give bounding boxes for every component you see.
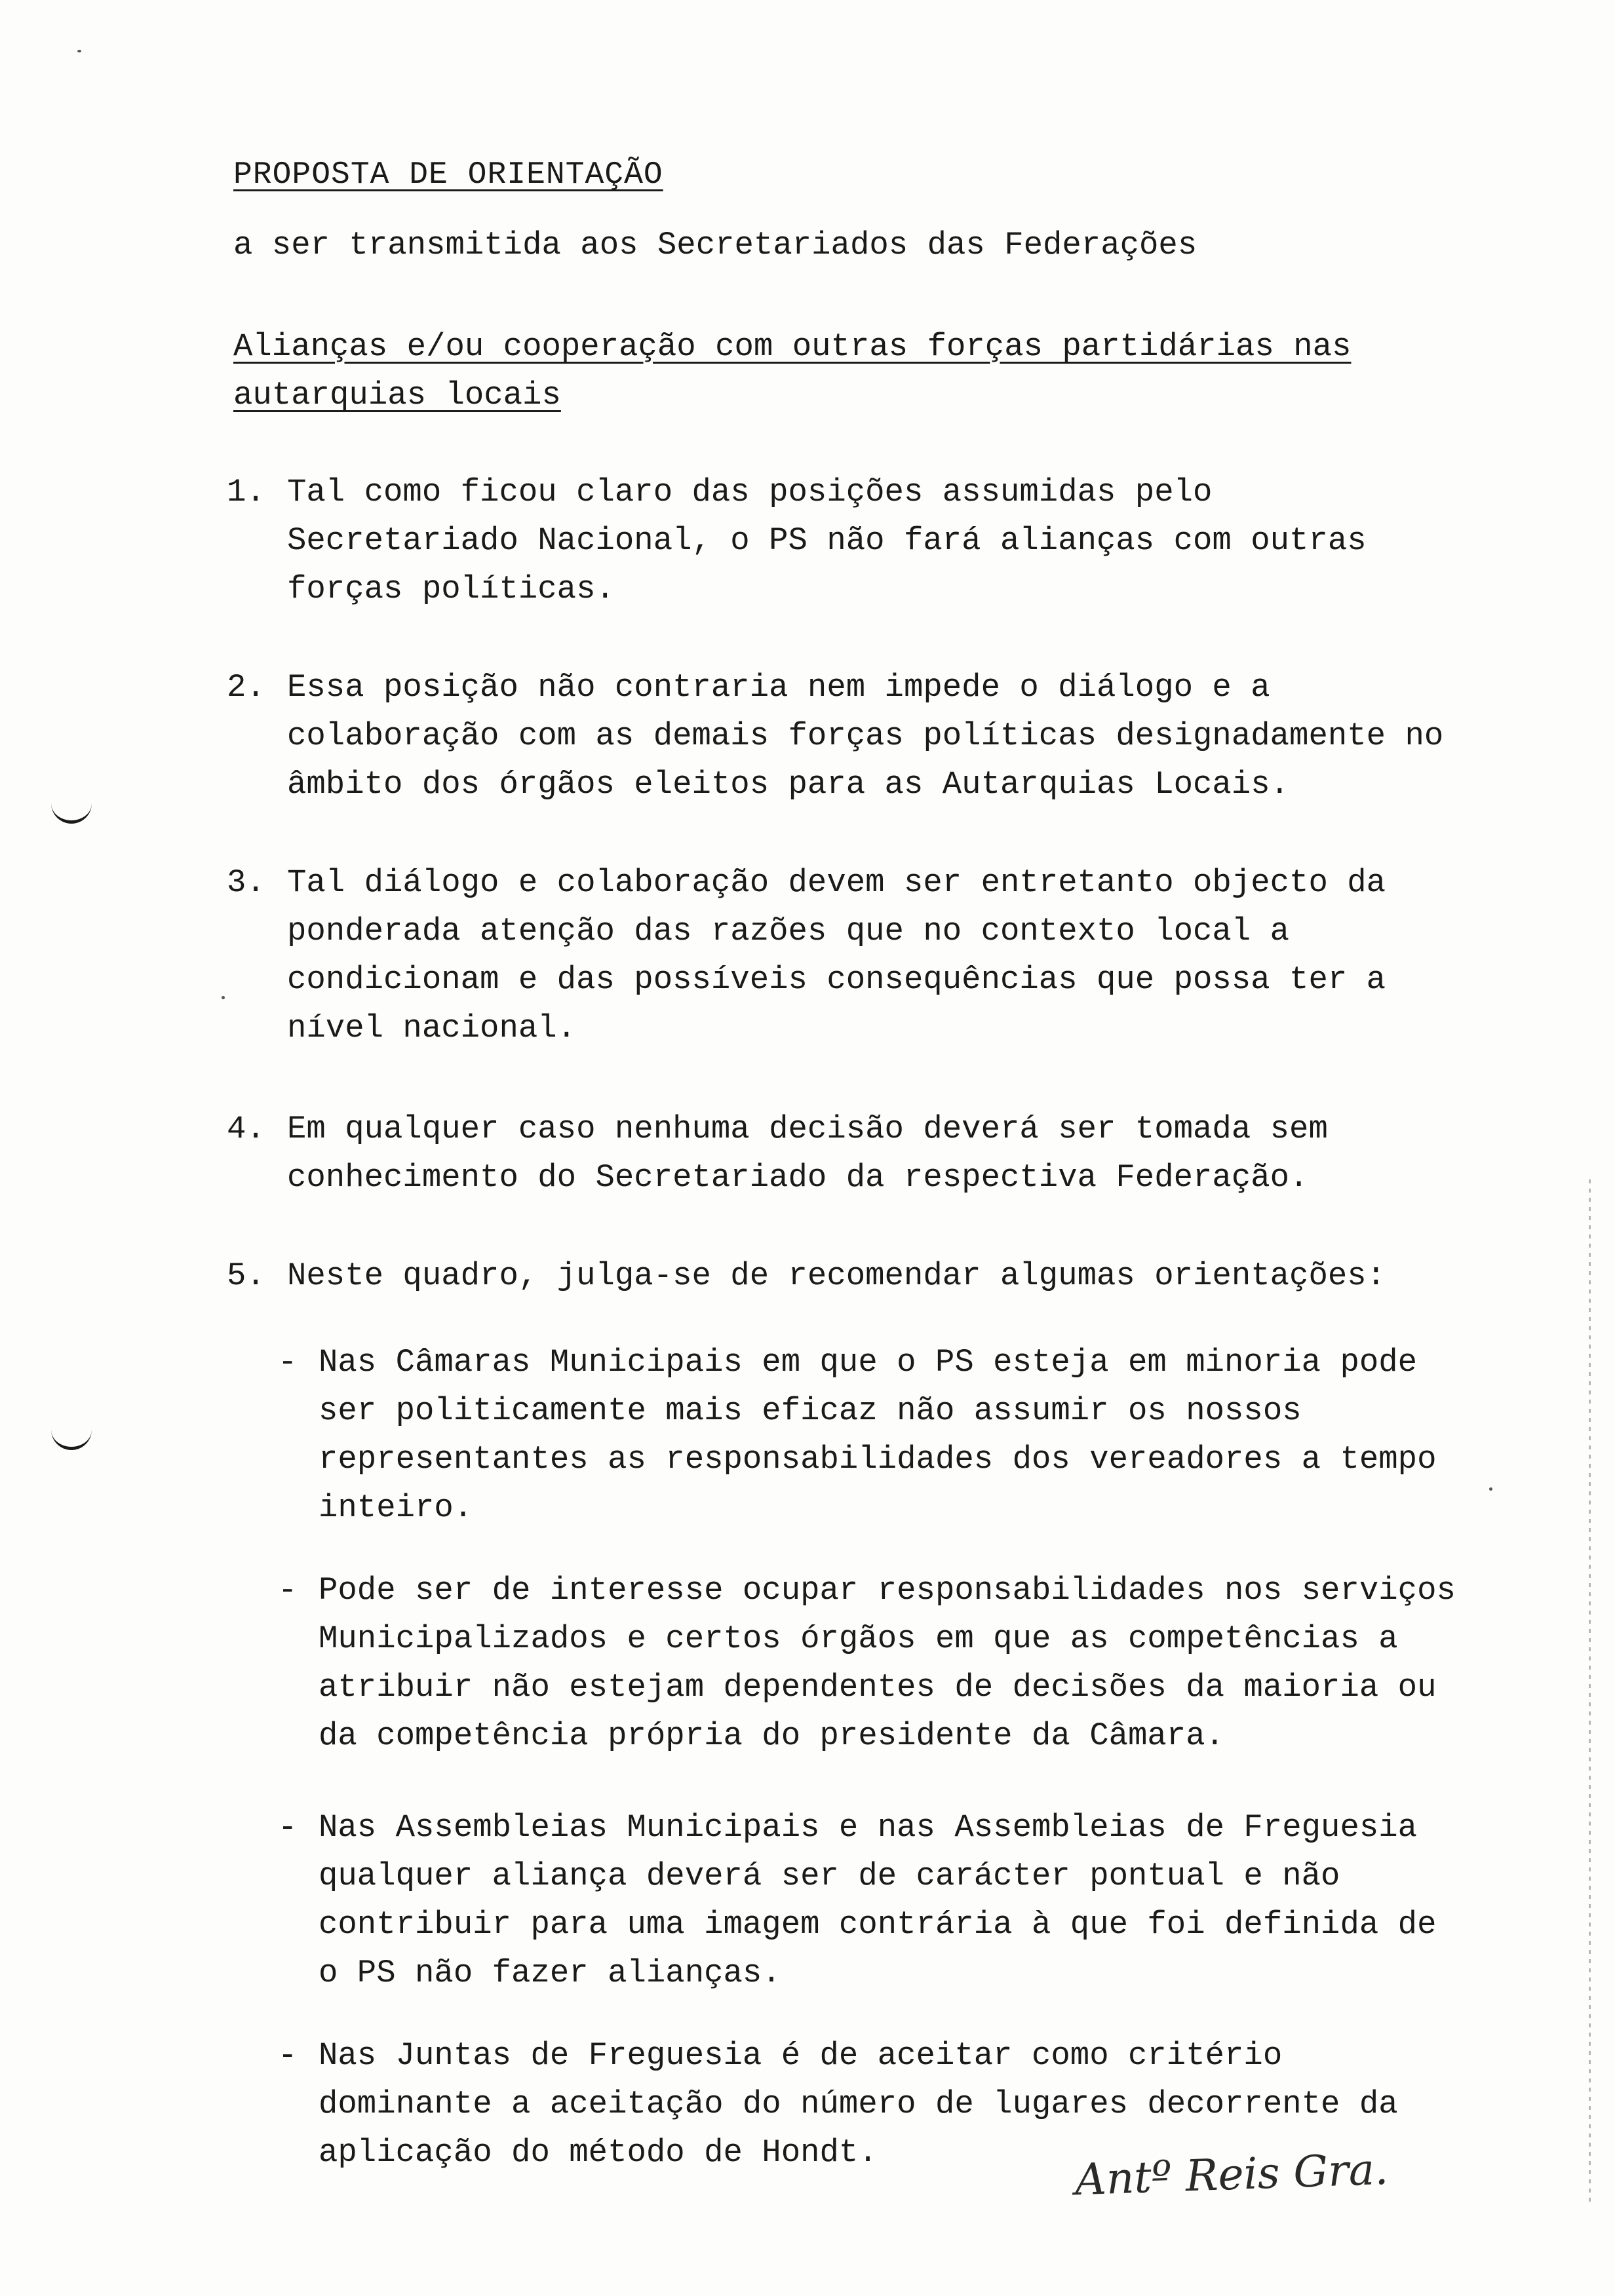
list-item (227, 858, 1459, 1052)
dash-bullet: - (278, 1809, 298, 1846)
recommendation-text: Nas Assembleias Municipais e nas Assembleias de Freguesia qualquer aliança deverá ser de carácter pontual e não contribuir para uma imagem contrária à que foi definida de o PS não fazer alianças. (319, 1809, 1437, 1991)
item-number: 3. (227, 864, 265, 901)
recommendation-item (278, 1803, 1471, 1997)
recommendation-text: Pode ser de interesse ocupar responsabilidades nos serviços Municipalizados e certos órgãos em que as competências a atribuir não estejam dependentes de decisões da maioria ou da competência própria do presidente da Câmara. (319, 1572, 1456, 1754)
scan-edge-line (1589, 1179, 1591, 2202)
list-item (227, 468, 1459, 613)
document-subtitle: a ser transmitida aos Secretariados das Federações (233, 227, 1197, 263)
item-number: 2. (227, 669, 265, 706)
item-text: Tal como ficou claro das posições assumidas pelo Secretariado Nacional, o PS não fará alianças com outras forças políticas. (287, 474, 1367, 607)
item-text: Em qualquer caso nenhuma decisão deverá ser tomada sem conhecimento do Secretariado da respectiva Federação. (287, 1111, 1328, 1196)
item-number: 5. (227, 1257, 265, 1294)
item-text: Tal diálogo e colaboração devem ser entretanto objecto da ponderada atenção das razões que no contexto local a condicionam e das possíveis consequências que possa ter a nível nacional. (287, 864, 1386, 1046)
recommendation-text: Nas Câmaras Municipais em que o PS esteja em minoria pode ser politicamente mais eficaz não assumir os nossos representantes as responsabilidades dos vereadores a tempo inteiro. (319, 1344, 1437, 1526)
item-number: 4. (227, 1111, 265, 1147)
margin-mark (51, 1430, 92, 1450)
paper-speck (77, 50, 81, 52)
list-item (227, 1105, 1459, 1202)
paper-speck (1489, 1487, 1492, 1491)
recommendation-text: Nas Juntas de Freguesia é de aceitar como critério dominante a aceitação do número de lugares decorrente da aplicação do método de Hondt. (319, 2037, 1398, 2171)
recommendation-item (278, 1566, 1471, 1760)
document-title: PROPOSTA DE ORIENTAÇÃO (233, 157, 663, 193)
dash-bullet: - (278, 2037, 298, 2074)
item-text: Essa posição não contraria nem impede o diálogo e a colaboração com as demais forças políticas designadamente no âmbito dos órgãos eleitos para as Autarquias Locais. (287, 669, 1444, 803)
list-item (227, 663, 1459, 809)
signature: Antº Reis Gra. (1074, 2143, 1390, 2206)
recommendation-item (278, 1338, 1471, 1532)
paper-speck (222, 996, 225, 999)
topic-heading: Alianças e/ou cooperação com outras forças partidárias nas autarquias locais (233, 328, 1352, 413)
item-number: 1. (227, 474, 265, 510)
item-text: Neste quadro, julga-se de recomendar algumas orientações: (287, 1257, 1386, 1294)
dash-bullet: - (278, 1572, 298, 1609)
margin-mark (51, 803, 92, 824)
list-item (227, 1252, 1459, 1300)
dash-bullet: - (278, 1344, 298, 1381)
